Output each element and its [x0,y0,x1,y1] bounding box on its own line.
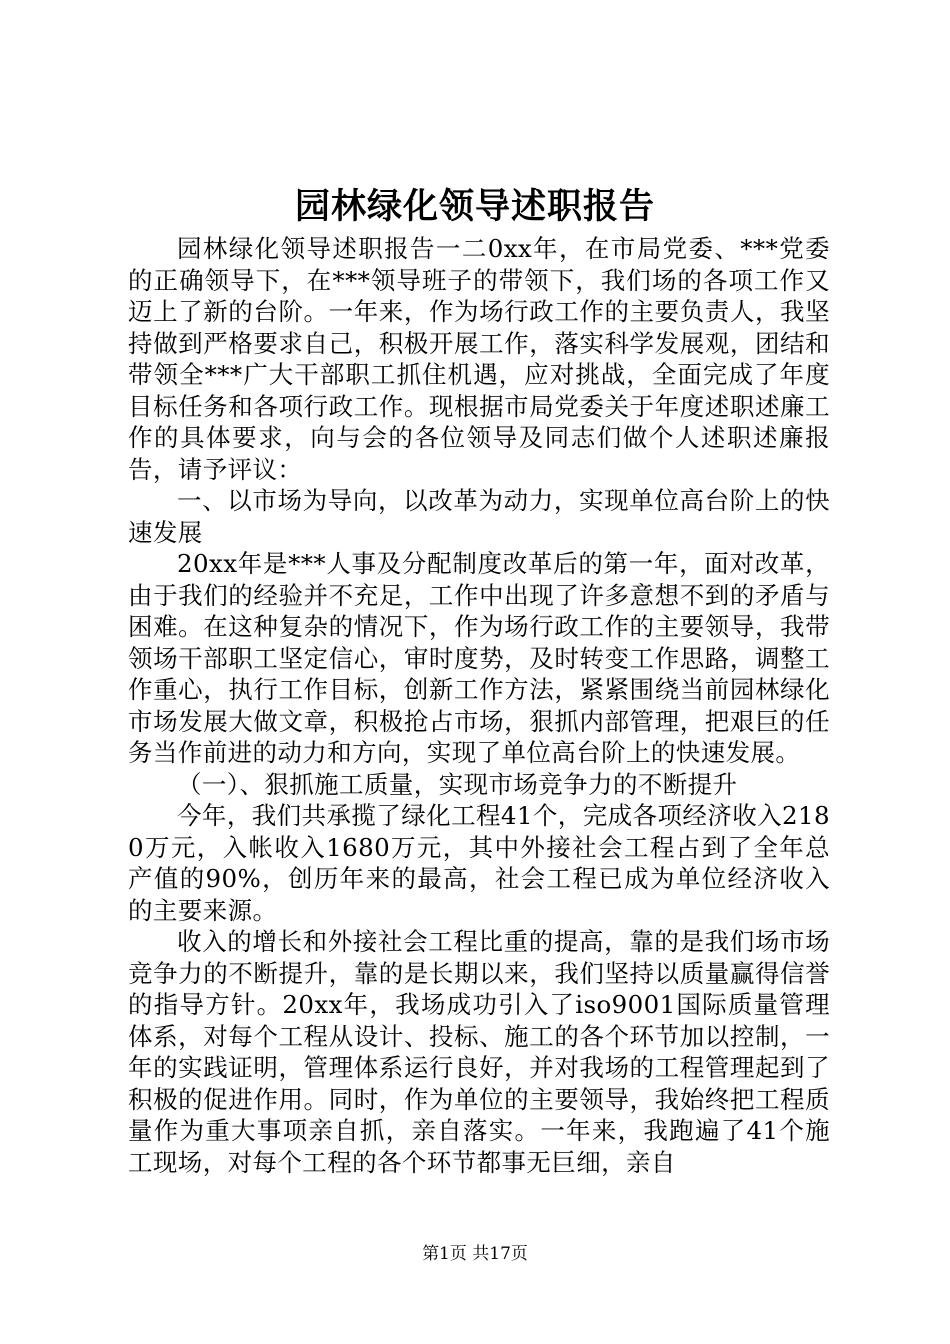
section-heading-1: 一、以市场为导向，以改革为动力，实现单位高台阶上的快速发展 [128,486,830,547]
document-body [128,233,830,1178]
page-footer: 第1页 共17页 [422,1244,528,1264]
document-title: 园林绿化领导述职报告 [294,186,655,227]
paragraph-projects: 今年，我们共承揽了绿化工程41个，完成各项经济收入2180万元，入帐收入1680万元，其中外接社会工程占到了全年总产值的90%，创历年来的最高，社会工程已成为单位经济收入的主要来源。 [128,801,830,925]
paragraph-quality: 收入的增长和外接社会工程比重的提高，靠的是我们场市场竞争力的不断提升，靠的是长期以来，我们坚持以质量赢得信誉的指导方针。20xx年，我场成功引入了iso9001国际质量管理体系，对每个工程从设计、投标、施工的各个环节加以控制，一年的实践证明，管理体系运行良好，并对我场的工程管理起到了积极的促进作用。同时，作为单位的主要领导，我始终把工程质量作为重大事项亲自抓，亲自落实。一年来，我跑遍了41个施工现场，对每个工程的各个环节都事无巨细，亲自 [128,927,830,1177]
paragraph-intro: 园林绿化领导述职报告一二0xx年，在市局党委、***党委的正确领导下，在***领导班子的带领下，我们场的各项工作又迈上了新的台阶。一年来，作为场行政工作的主要负责人，我坚持做到严格要求自己，积极开展工作，落实科学发展观，团结和带领全***广大干部职工抓住机遇，应对挑战，全面完成了年度目标任务和各项行政工作。现根据市局党委关于年度述职述廉工作的具体要求，向与会的各位领导及同志们做个人述职述廉报告，请予评议： [128,234,830,484]
paragraph-reform: 20xx年是***人事及分配制度改革后的第一年，面对改革，由于我们的经验并不充足，工作中出现了许多意想不到的矛盾与困难。在这种复杂的情况下，作为场行政工作的主要领导，我带领场干部职工坚定信心，审时度势，及时转变工作思路，调整工作重心，执行工作目标，创新工作方法，紧紧围绕当前园林绿化市场发展大做文章，积极抢占市场，狠抓内部管理，把艰巨的任务当作前进的动力和方向，实现了单位高台阶上的快速发展。 [128,549,830,767]
subsection-heading-1: （一）、狠抓施工质量，实现市场竞争力的不断提升 [177,769,738,799]
